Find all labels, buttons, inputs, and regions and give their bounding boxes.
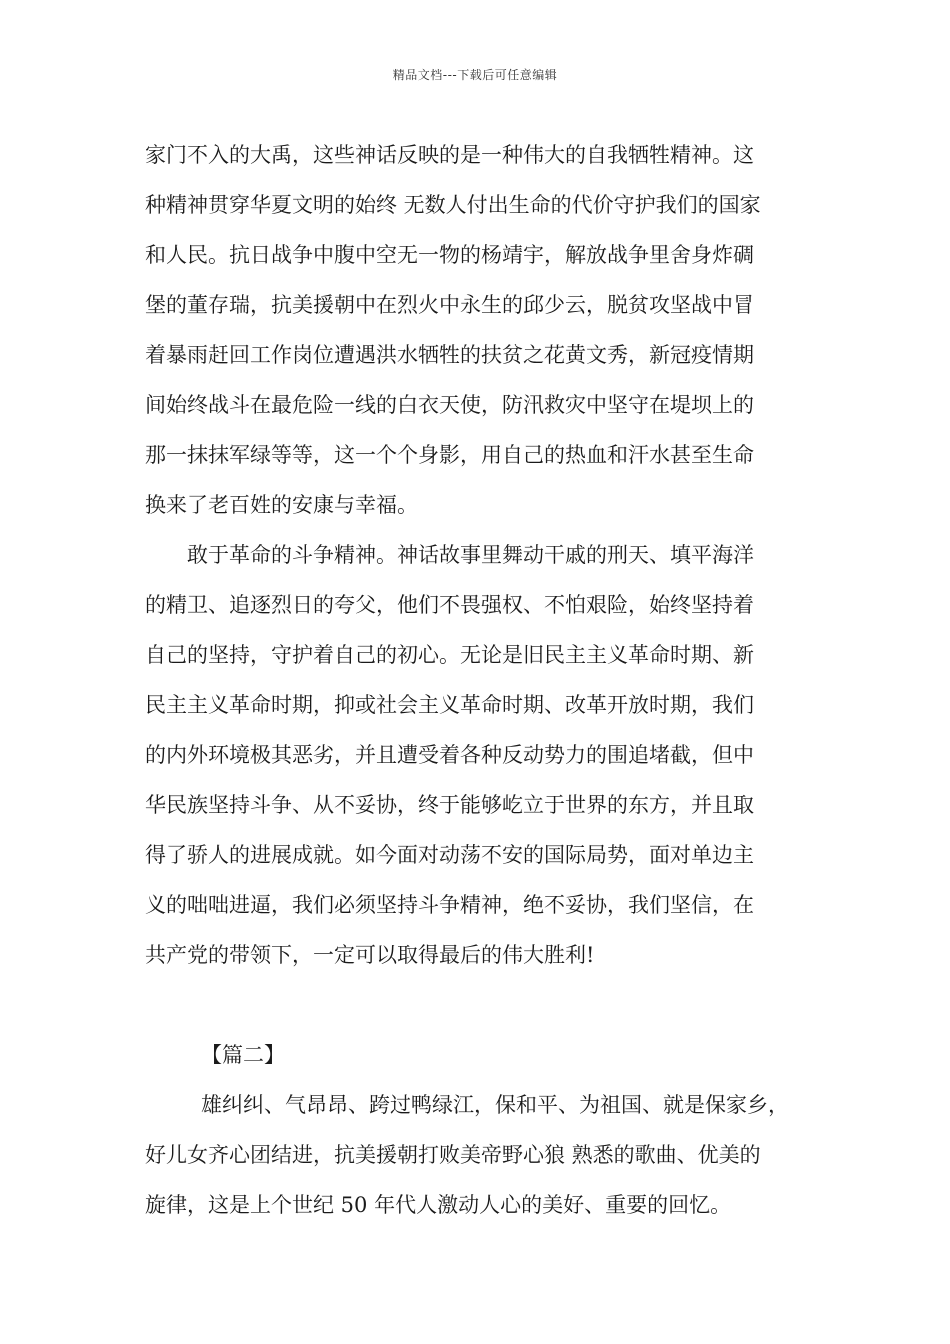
text-line: 间始终战斗在最危险一线的白衣天使，防汛救灾中坚守在堤坝上的 — [145, 393, 754, 417]
text-line: 华民族坚持斗争、从不妥协，终于能够屹立于世界的东方，并且取 — [145, 793, 754, 817]
document-body — [145, 130, 807, 1230]
text-line: 着暴雨赶回工作岗位遭遇洪水牺牲的扶贫之花黄文秀，新冠疫情期 — [145, 343, 754, 367]
text-line: 家门不入的大禹，这些神话反映的是一种伟大的自我牺牲精神。这 — [145, 143, 754, 167]
text-line: 的精卫、追逐烈日的夸父，他们不畏强权、不怕艰险，始终坚持着 — [145, 593, 754, 617]
text-line: 雄纠纠、气昂昂、跨过鸭绿江，保和平、为祖国、就是保家乡， — [201, 1093, 789, 1117]
text-line: 共产党的带领下，一定可以取得最后的伟大胜利! — [145, 943, 595, 967]
text-line: 的内外环境极其恶劣，并且遭受着各种反动势力的围追堵截，但中 — [145, 743, 754, 767]
text-line: 自己的坚持，守护着自己的初心。无论是旧民主主义革命时期、新 — [145, 643, 754, 667]
text-line: 义的咄咄进逼，我们必须坚持斗争精神，绝不妥协，我们坚信，在 — [145, 893, 754, 917]
section-gap — [145, 980, 807, 1030]
text-line: 旋律，这是上个世纪 50 年代人激动人心的美好、重要的回忆。 — [145, 1193, 732, 1217]
paragraph-3 — [145, 1080, 807, 1230]
paragraph-2 — [145, 530, 807, 980]
page-header: 精品文档---下载后可任意编辑 — [392, 68, 558, 82]
text-line: 得了骄人的进展成就。如今面对动荡不安的国际局势，面对单边主 — [145, 843, 754, 867]
text-line: 民主主义革命时期，抑或社会主义革命时期、改革开放时期，我们 — [145, 693, 754, 717]
text-line: 换来了老百姓的安康与幸福。 — [145, 493, 418, 517]
paragraph-1 — [145, 130, 807, 530]
text-line: 种精神贯穿华夏文明的始终 无数人付出生命的代价守护我们的国家 — [145, 193, 761, 217]
text-line: 敢于革命的斗争精神。神话故事里舞动干戚的刑天、填平海洋 — [187, 543, 754, 567]
text-line: 和人民。抗日战争中腹中空无一物的杨靖宇，解放战争里舍身炸碉 — [145, 243, 754, 267]
text-line: 那一抹抹军绿等等，这一个个身影，用自己的热血和汗水甚至生命 — [145, 443, 754, 467]
text-line: 好儿女齐心团结进，抗美援朝打败美帝野心狼 熟悉的歌曲、优美的 — [145, 1143, 761, 1167]
text-line: 堡的董存瑞，抗美援朝中在烈火中永生的邱少云，脱贫攻坚战中冒 — [145, 293, 754, 317]
section-title: 【篇二】 — [201, 1043, 285, 1067]
